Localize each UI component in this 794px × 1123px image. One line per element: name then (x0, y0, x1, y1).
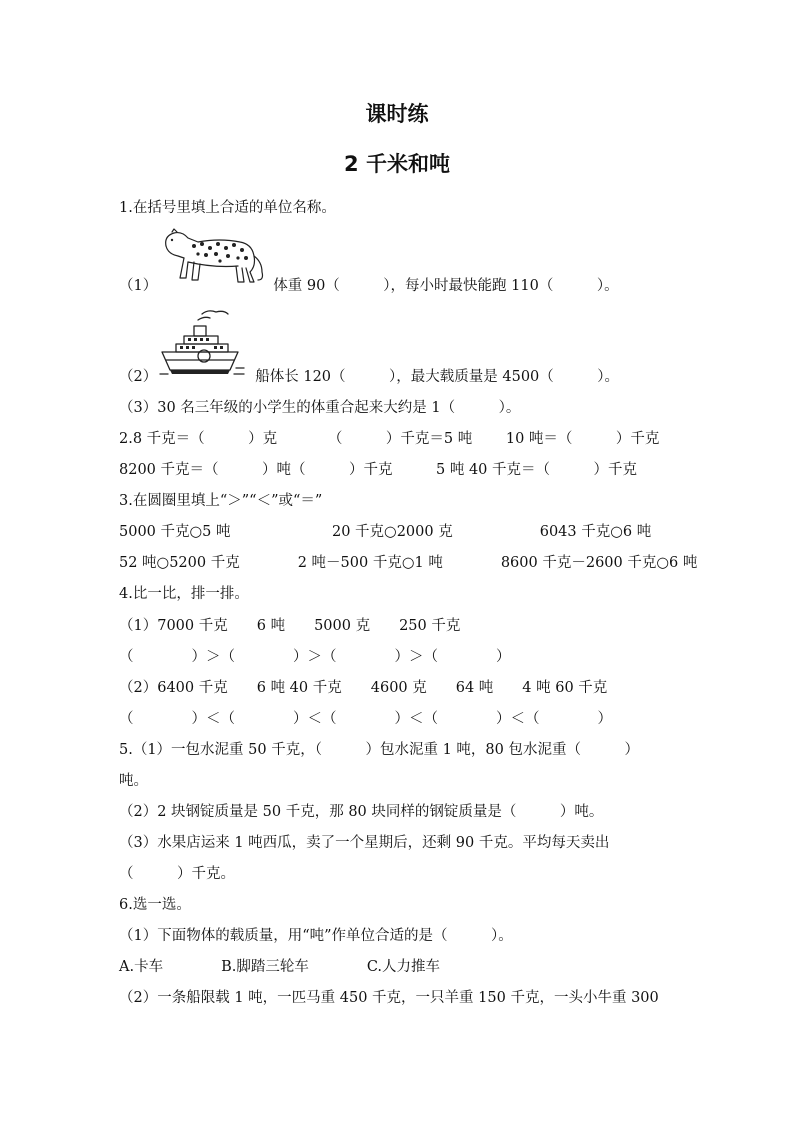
q3-row2: 52 吨○5200 千克 2 吨－500 千克○1 吨 8600 千克－2600 千克○6 吨 (119, 555, 698, 571)
q2-row2: 8200 千克＝（ ）吨（ ）千克 5 吨 40 千克＝（ ）千克 (119, 462, 638, 478)
q1-item1-label: （1） (119, 278, 158, 294)
q1-item2 (119, 367, 619, 387)
q6-item1: （1）下面物体的载质量，用“吨”作单位合适的是（ ）。 (119, 928, 513, 944)
q5-item2: （2）2 块钢锭质量是 50 千克，那 80 块同样的钢锭质量是（ ）吨。 (119, 804, 604, 820)
q4-blanks2: （ ）＜（ ）＜（ ）＜（ ）＜（ ） (119, 711, 612, 727)
q1-item1-text: 体重 90（ ），每小时最快能跑 110（ ）。 (273, 278, 619, 294)
q6-heading: 6.选一选。 (119, 897, 191, 913)
q5-item1-cont: 吨。 (119, 773, 148, 789)
q1-item3: （3）30 名三年级的小学生的体重合起来大约是 1（ ）。 (119, 400, 521, 416)
q4-item2: （2）6400 千克 6 吨 40 千克 4600 克 64 吨 4 吨 60 千克 (119, 680, 608, 696)
q5-item3-cont: （ ）千克。 (119, 866, 235, 882)
q6-options: A.卡车 B.脚踏三轮车 C.人力推车 (119, 959, 441, 975)
q1-heading: 1.在括号里填上合适的单位名称。 (119, 200, 336, 216)
q3-heading: 3.在圆圈里填上“＞”“＜”或“＝” (119, 493, 323, 509)
q4-blanks1: （ ）＞（ ）＞（ ）＞（ ） (119, 649, 511, 665)
lesson-title: 2 千米和吨 (344, 152, 450, 176)
q5-item3: （3）水果店运来 1 吨西瓜，卖了一个星期后，还剩 90 千克。平均每天卖出 (119, 835, 610, 851)
q3-row1: 5000 千克○5 吨 20 千克○2000 克 6043 千克○6 吨 (119, 524, 652, 540)
worksheet-title: 课时练 (365, 102, 429, 126)
q5-item1: 5.（1）一包水泥重 50 千克，（ ）包水泥重 1 吨，80 包水泥重（ ） (119, 742, 639, 758)
q1-item2-text: 船体长 120（ ），最大载质量是 4500（ ）。 (255, 369, 620, 385)
q2-row1: 2.8 千克＝（ ）克 （ ）千克＝5 吨 10 吨＝（ ）千克 (119, 431, 660, 447)
q6-item2: （2）一条船限载 1 吨，一匹马重 450 千克，一只羊重 150 千克，一头小牛重 300 (119, 990, 659, 1006)
q1-item1 (119, 276, 619, 296)
q4-heading: 4.比一比，排一排。 (119, 586, 249, 602)
q1-item2-label: （2） (119, 369, 158, 385)
q4-item1: （1）7000 千克 6 吨 5000 克 250 千克 (119, 618, 461, 634)
